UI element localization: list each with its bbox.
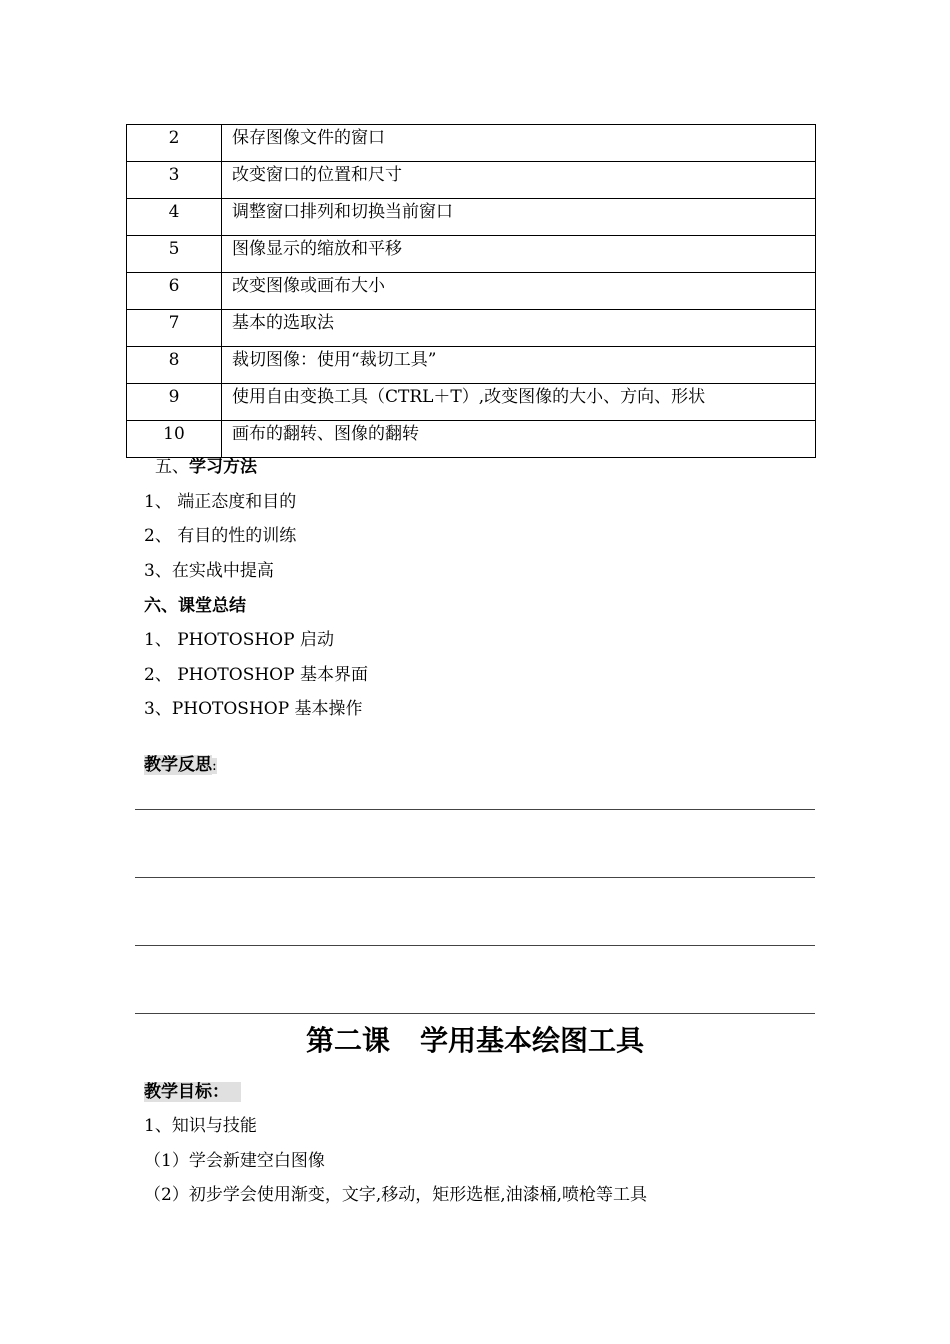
table-row [127, 199, 816, 236]
reflection-line [135, 877, 815, 878]
row-number: 4 [127, 199, 222, 236]
list-item: （1）学会新建空白图像 [144, 1151, 325, 1171]
row-text: 使用自由变换工具（CTRL＋T）,改变图像的大小、方向、形状 [222, 384, 816, 421]
table-row [127, 125, 816, 162]
steps-table [126, 124, 816, 458]
section6-heading: 六、课堂总结 [144, 596, 246, 616]
section5-heading [155, 455, 257, 479]
lesson-number: 第二课 [305, 1024, 390, 1057]
table-row [127, 347, 816, 384]
table-row [127, 310, 816, 347]
list-item: 3、PHOTOSHOP 基本操作 [144, 699, 363, 719]
table-row [127, 421, 816, 458]
row-text: 调整窗口排列和切换当前窗口 [222, 199, 816, 236]
row-text: 保存图像文件的窗口 [222, 125, 816, 162]
row-number: 10 [127, 421, 222, 458]
row-text: 画布的翻转、图像的翻转 [222, 421, 816, 458]
row-text: 图像显示的缩放和平移 [222, 236, 816, 273]
reflection-label: 教学反思 [144, 755, 212, 775]
row-text: 改变图像或画布大小 [222, 273, 816, 310]
list-item: 1、 端正态度和目的 [144, 492, 297, 512]
list-item: 2、 有目的性的训练 [144, 526, 297, 546]
reflection-colon: : [212, 758, 217, 774]
table-row [127, 162, 816, 199]
objectives-label: 教学目标： [144, 1082, 241, 1102]
list-item: （2）初步学会使用渐变，文字,移动，矩形选框,油漆桶,喷枪等工具 [144, 1185, 648, 1205]
section5-prefix: 五、 [155, 457, 189, 477]
row-number: 9 [127, 384, 222, 421]
list-item: 1、知识与技能 [144, 1116, 257, 1136]
reflection-line [135, 809, 815, 810]
section5-title: 学习方法 [189, 457, 257, 477]
list-item: 2、 PHOTOSHOP 基本界面 [144, 665, 368, 685]
reflection-heading [144, 753, 217, 778]
row-number: 5 [127, 236, 222, 273]
row-number: 3 [127, 162, 222, 199]
row-number: 8 [127, 347, 222, 384]
row-text: 改变窗口的位置和尺寸 [222, 162, 816, 199]
row-number: 2 [127, 125, 222, 162]
row-text: 基本的选取法 [222, 310, 816, 347]
list-item: 3、在实战中提高 [144, 561, 274, 581]
reflection-line [135, 945, 815, 946]
table-row [127, 273, 816, 310]
row-number: 7 [127, 310, 222, 347]
table-row [127, 236, 816, 273]
reflection-line [135, 1013, 815, 1014]
table-row [127, 384, 816, 421]
objectives-heading [144, 1080, 241, 1104]
row-number: 6 [127, 273, 222, 310]
row-text: 裁切图像：使用“裁切工具” [222, 347, 816, 384]
list-item: 1、 PHOTOSHOP 启动 [144, 630, 334, 650]
lesson-name: 学用基本绘图工具 [420, 1024, 645, 1057]
lesson-title [0, 1022, 950, 1060]
